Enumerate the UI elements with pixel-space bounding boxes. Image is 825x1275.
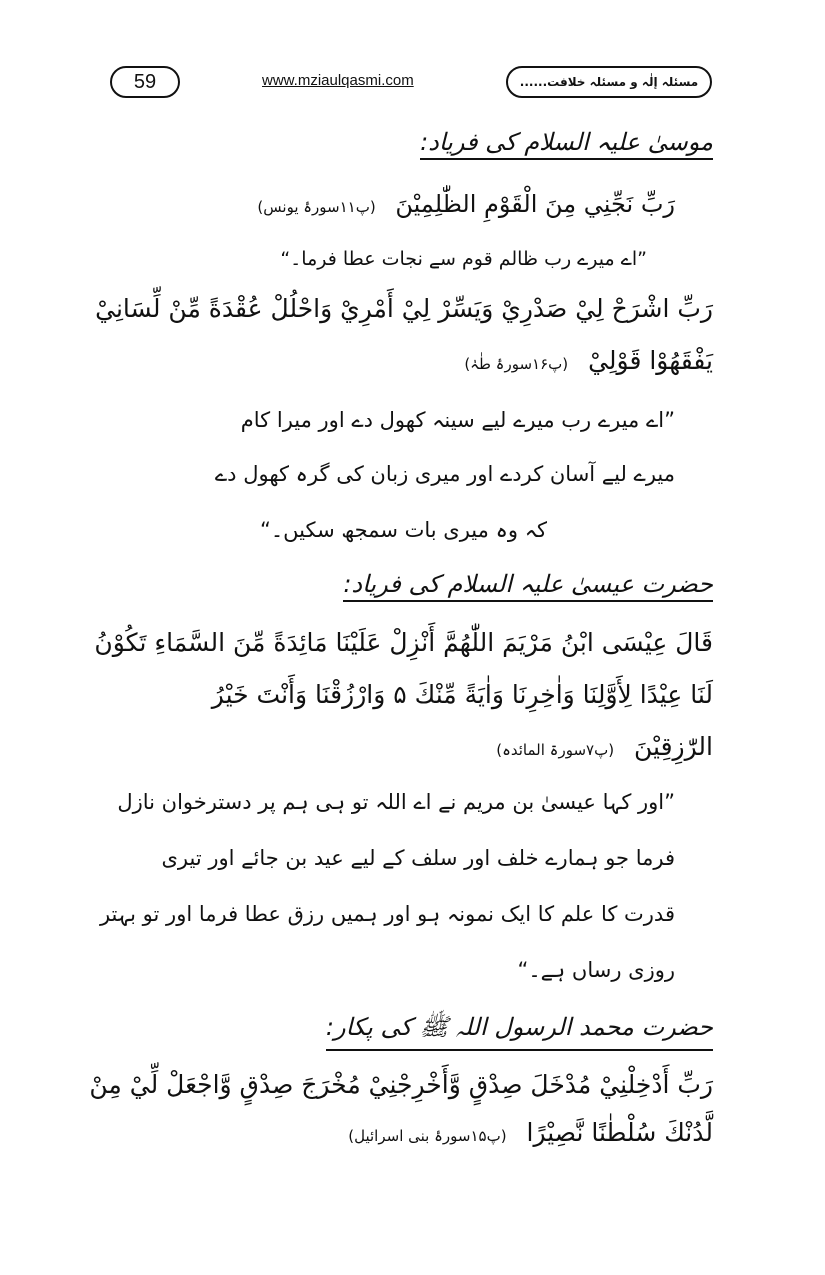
heading-musa: موسیٰ علیہ السلام کی فریاد: <box>420 128 713 160</box>
translation-line: ”اور کہا عیسیٰ بن مریم نے اے اللہ تو ہی ہم پر دسترخوان نازل <box>117 790 675 814</box>
page-number: 59 <box>110 66 180 98</box>
translation-line: ”اے میرے رب میرے لیے سینہ کھول دے اور میرا کام <box>240 408 675 432</box>
translation-line: فرما جو ہمارے خلف اور سلف کے لیے عید بن جائے اور تیری <box>161 846 675 870</box>
heading-isa: حضرت عیسیٰ علیہ السلام کی فریاد: <box>343 570 713 602</box>
verse-text: يَفْقَهُوْا قَوْلِيْ <box>588 346 713 375</box>
verse-text: لَّدُنْكَ سُلْطٰنًا نَّصِيْرًا <box>526 1118 713 1147</box>
verse-line <box>464 346 713 375</box>
verse-line <box>257 190 675 218</box>
verse-reference: (پ۷سورۃ المائدہ) <box>496 741 615 759</box>
translation-line: میرے لیے آسان کردے اور میری زبان کی گرہ کھول دے <box>214 462 675 486</box>
book-title: مسئلہ إلٰہ و مسئلہ خلافت...... <box>506 66 712 98</box>
translation-line: کہ وہ میری بات سمجھ سکیں۔“ <box>259 518 547 542</box>
verse-reference: (پ۱۵سورۂ بنی اسرائیل) <box>348 1127 507 1145</box>
verse-line <box>496 732 713 761</box>
verse-text: رَبِّ نَجِّنِي مِنَ الْقَوْمِ الظّٰلِمِيْنَ <box>395 190 675 218</box>
verse-text: الرّٰزِقِيْنَ <box>634 732 713 761</box>
verse-reference: (پ۱۱سورۂ یونس) <box>257 198 376 216</box>
verse-line <box>348 1118 713 1147</box>
verse-line: رَبِّ أَدْخِلْنِيْ مُدْخَلَ صِدْقٍ وَّأَخْرِجْنِيْ مُخْرَجَ صِدْقٍ وَّاجْعَلْ لِّيْ مِنْ <box>89 1070 713 1099</box>
verse-line: قَالَ عِيْسَى ابْنُ مَرْيَمَ اللّٰهُمَّ أَنْزِلْ عَلَيْنَا مَائِدَةً مِّنَ السَّمَاءِ تَكُوْنُ <box>94 628 713 657</box>
verse-line: رَبِّ اشْرَحْ لِيْ صَدْرِيْ وَيَسِّرْ لِيْ أَمْرِيْ وَاحْلُلْ عُقْدَةً مِّنْ لِّسَانِيْ <box>95 294 713 323</box>
translation-line: روزی رساں ہے۔“ <box>517 958 675 982</box>
verse-line: لَنَا عِيْدًا لِأَوَّلِنَا وَاٰخِرِنَا وَاٰيَةً مِّنْكَ ۵ وَارْزُقْنَا وَأَنْتَ خَيْرُ <box>211 680 713 709</box>
translation-line: ”اے میرے رب ظالم قوم سے نجات عطا فرما۔“ <box>280 248 647 270</box>
heading-muhammad: حضرت محمد الرسول اللہ ﷺ کی پکار: <box>326 1012 713 1051</box>
verse-reference: (پ۱۶سورۂ طٰہٰ) <box>464 355 569 373</box>
translation-line: قدرت کا علم کا ایک نمونہ ہو اور ہمیں رزق عطا فرما اور تو بہتر <box>99 902 675 926</box>
website-url[interactable]: www.mziaulqasmi.com <box>262 72 414 89</box>
